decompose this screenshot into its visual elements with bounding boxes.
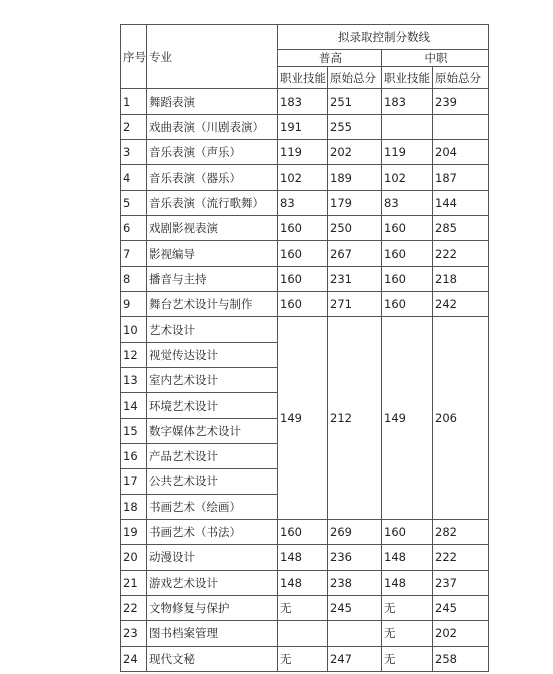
major-name: 图书档案管理 (147, 621, 278, 646)
zz-orig-score: 144 (433, 190, 489, 215)
table-row (121, 266, 489, 291)
major-name: 视觉传达设计 (147, 342, 278, 367)
zz-orig-score: 237 (433, 570, 489, 595)
pg-skill-score: 160 (278, 241, 328, 266)
pg-skill-score (278, 621, 328, 646)
merged-zz-orig: 206 (433, 317, 489, 520)
pg-orig-score: 189 (328, 165, 382, 190)
pg-skill-score: 183 (278, 89, 328, 114)
pg-orig-score: 202 (328, 140, 382, 165)
row-number: 22 (121, 595, 147, 620)
major-name: 音乐表演（器乐） (147, 165, 278, 190)
zz-orig-score: 245 (433, 595, 489, 620)
major-name: 戏曲表演（川剧表演） (147, 114, 278, 139)
table-row (121, 646, 489, 671)
row-number: 4 (121, 165, 147, 190)
zz-skill-score: 160 (382, 216, 433, 241)
merged-zz-skill: 149 (382, 317, 433, 520)
merged-pg-orig: 212 (328, 317, 382, 520)
zz-orig-score: 242 (433, 292, 489, 317)
zz-skill-score: 160 (382, 519, 433, 544)
zz-orig-score: 204 (433, 140, 489, 165)
table-row (121, 216, 489, 241)
pg-skill-score: 102 (278, 165, 328, 190)
zz-skill-score: 119 (382, 140, 433, 165)
zz-orig-score: 239 (433, 89, 489, 114)
row-number: 24 (121, 646, 147, 671)
major-name: 数字媒体艺术设计 (147, 418, 278, 443)
table-row (121, 190, 489, 215)
row-number: 8 (121, 266, 147, 291)
row-number: 5 (121, 190, 147, 215)
pg-skill-score: 160 (278, 266, 328, 291)
pg-skill-score: 148 (278, 545, 328, 570)
major-name: 游戏艺术设计 (147, 570, 278, 595)
major-name: 戏剧影视表演 (147, 216, 278, 241)
row-number: 7 (121, 241, 147, 266)
zz-skill-score: 160 (382, 292, 433, 317)
major-name: 影视编导 (147, 241, 278, 266)
major-name: 书画艺术（书法） (147, 519, 278, 544)
zz-skill-score: 无 (382, 595, 433, 620)
pg-orig-score (328, 621, 382, 646)
pg-orig-score: 255 (328, 114, 382, 139)
major-name: 音乐表演（流行歌舞） (147, 190, 278, 215)
zz-skill-score: 无 (382, 621, 433, 646)
major-name: 动漫设计 (147, 545, 278, 570)
row-number: 9 (121, 292, 147, 317)
major-name: 室内艺术设计 (147, 368, 278, 393)
major-name: 舞蹈表演 (147, 89, 278, 114)
zz-orig-score: 202 (433, 621, 489, 646)
pg-skill-score: 160 (278, 216, 328, 241)
row-number: 12 (121, 342, 147, 367)
major-name: 产品艺术设计 (147, 444, 278, 469)
pg-orig-score: 236 (328, 545, 382, 570)
zz-orig-score: 222 (433, 241, 489, 266)
zz-skill-score (382, 114, 433, 139)
pg-orig-score: 250 (328, 216, 382, 241)
pg-skill-score: 191 (278, 114, 328, 139)
pg-skill-score: 160 (278, 519, 328, 544)
pg-orig-score: 271 (328, 292, 382, 317)
zz-skill-score: 160 (382, 241, 433, 266)
header-score-group: 拟录取控制分数线 (278, 25, 489, 50)
zz-skill-score: 83 (382, 190, 433, 215)
row-number: 21 (121, 570, 147, 595)
zz-skill-score: 无 (382, 646, 433, 671)
pg-orig-score: 231 (328, 266, 382, 291)
table-row (121, 89, 489, 114)
table-row (121, 621, 489, 646)
merged-pg-skill: 149 (278, 317, 328, 520)
table-row (121, 595, 489, 620)
zz-orig-score: 258 (433, 646, 489, 671)
row-number: 10 (121, 317, 147, 342)
pg-skill-score: 83 (278, 190, 328, 215)
pg-orig-score: 269 (328, 519, 382, 544)
zz-skill-score: 160 (382, 266, 433, 291)
row-number: 14 (121, 393, 147, 418)
major-name: 环境艺术设计 (147, 393, 278, 418)
major-name: 现代文秘 (147, 646, 278, 671)
major-name: 公共艺术设计 (147, 469, 278, 494)
zz-skill-score: 148 (382, 545, 433, 570)
header-pg-orig: 原始总分 (328, 67, 382, 89)
row-number: 2 (121, 114, 147, 139)
row-number: 3 (121, 140, 147, 165)
pg-skill-score: 119 (278, 140, 328, 165)
row-number: 15 (121, 418, 147, 443)
zz-orig-score: 222 (433, 545, 489, 570)
row-number: 16 (121, 444, 147, 469)
table-row (121, 570, 489, 595)
pg-orig-score: 245 (328, 595, 382, 620)
pg-skill-score: 无 (278, 646, 328, 671)
table-row (121, 317, 489, 342)
row-number: 23 (121, 621, 147, 646)
zz-skill-score: 102 (382, 165, 433, 190)
header-pg-skill: 职业技能 (278, 67, 328, 89)
pg-skill-score: 160 (278, 292, 328, 317)
row-number: 19 (121, 519, 147, 544)
pg-orig-score: 179 (328, 190, 382, 215)
row-number: 20 (121, 545, 147, 570)
header-zz-orig: 原始总分 (433, 67, 489, 89)
pg-orig-score: 238 (328, 570, 382, 595)
zz-orig-score (433, 114, 489, 139)
pg-orig-score: 267 (328, 241, 382, 266)
major-name: 音乐表演（声乐） (147, 140, 278, 165)
table-row (121, 545, 489, 570)
table-row (121, 241, 489, 266)
header-major: 专业 (147, 25, 278, 89)
table-row (121, 114, 489, 139)
zz-orig-score: 187 (433, 165, 489, 190)
row-number: 6 (121, 216, 147, 241)
table-row (121, 292, 489, 317)
zz-orig-score: 285 (433, 216, 489, 241)
row-number: 1 (121, 89, 147, 114)
row-number: 17 (121, 469, 147, 494)
header-seq: 序号 (121, 25, 147, 89)
pg-orig-score: 251 (328, 89, 382, 114)
zz-skill-score: 183 (382, 89, 433, 114)
header-zz-skill: 职业技能 (382, 67, 433, 89)
major-name: 文物修复与保护 (147, 595, 278, 620)
table-row (121, 519, 489, 544)
major-name: 艺术设计 (147, 317, 278, 342)
header-zhongzhi: 中职 (382, 50, 489, 67)
header-putong: 普高 (278, 50, 382, 67)
zz-skill-score: 148 (382, 570, 433, 595)
table-row (121, 165, 489, 190)
zz-orig-score: 218 (433, 266, 489, 291)
major-name: 书画艺术（绘画） (147, 494, 278, 519)
row-number: 18 (121, 494, 147, 519)
major-name: 舞台艺术设计与制作 (147, 292, 278, 317)
score-table (120, 24, 489, 672)
pg-orig-score: 247 (328, 646, 382, 671)
pg-skill-score: 148 (278, 570, 328, 595)
zz-orig-score: 282 (433, 519, 489, 544)
pg-skill-score: 无 (278, 595, 328, 620)
major-name: 播音与主持 (147, 266, 278, 291)
table-row (121, 140, 489, 165)
row-number: 13 (121, 368, 147, 393)
